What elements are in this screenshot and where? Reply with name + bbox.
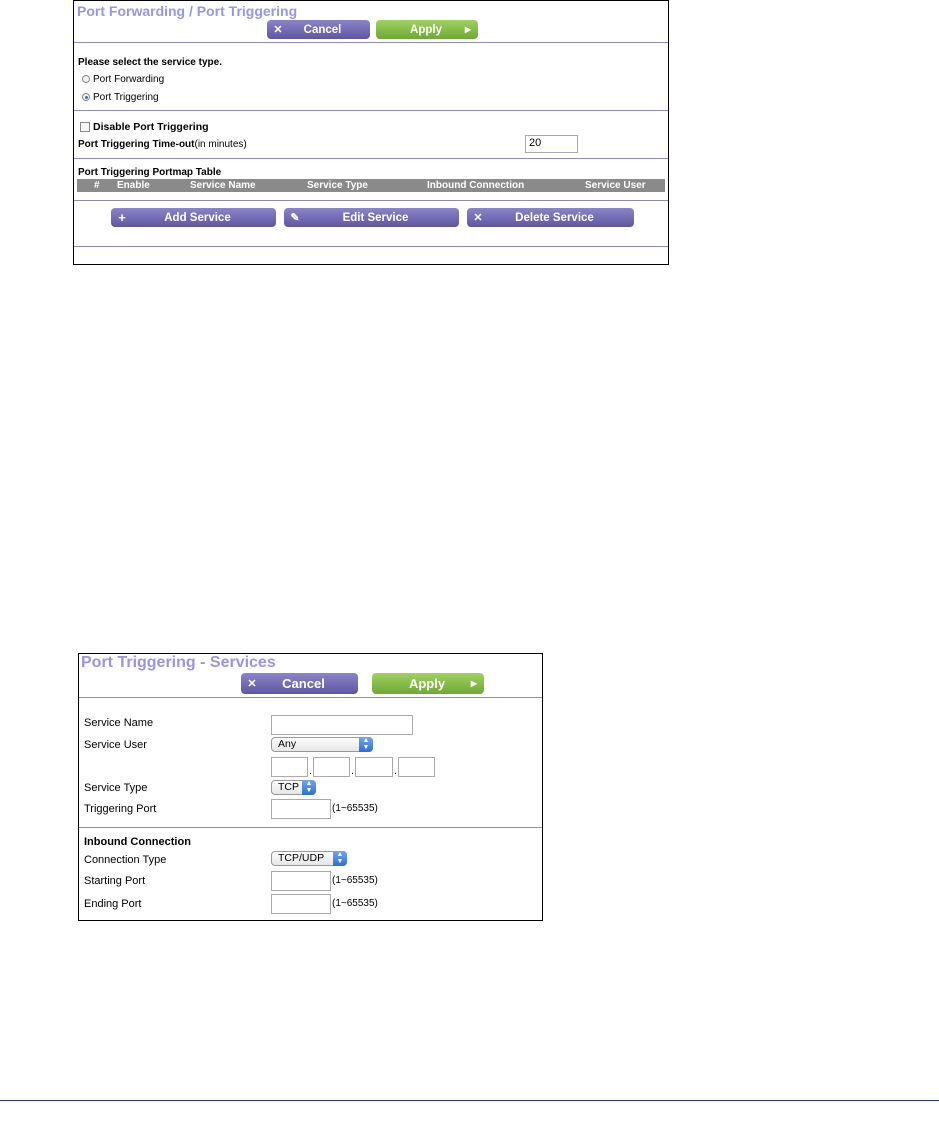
delete-service-button[interactable] xyxy=(467,208,634,227)
divider xyxy=(74,246,668,247)
radio-port-forwarding-label: Port Forwarding xyxy=(93,74,165,85)
service-user-label: Service User xyxy=(84,739,147,751)
close-icon: ✕ xyxy=(473,212,483,224)
column-header-service-user: Service User xyxy=(585,180,646,191)
edit-service-label: Edit Service xyxy=(342,211,409,224)
ip-octet-1-input[interactable] xyxy=(271,757,308,777)
ip-separator: . xyxy=(394,765,398,777)
edit-service-button[interactable] xyxy=(284,208,459,227)
divider xyxy=(79,697,542,698)
apply-button[interactable] xyxy=(372,673,484,694)
divider xyxy=(74,42,668,43)
disable-port-triggering-label: Disable Port Triggering xyxy=(93,121,209,133)
close-icon: ✕ xyxy=(247,678,257,690)
cancel-button-label: Cancel xyxy=(282,676,325,691)
column-header-inbound-connection: Inbound Connection xyxy=(427,180,525,191)
table-header xyxy=(77,179,665,192)
ip-octet-2-input[interactable] xyxy=(313,757,350,777)
cancel-button[interactable] xyxy=(241,673,358,694)
timeout-label-bold: Port Triggering Time-out xyxy=(78,139,195,150)
divider xyxy=(74,110,668,111)
connection-type-value: TCP/UDP xyxy=(278,852,325,864)
column-header-enable: Enable xyxy=(117,180,150,191)
service-type-value: TCP xyxy=(278,781,299,793)
timeout-label-suffix: (in minutes) xyxy=(194,139,247,150)
starting-port-input[interactable] xyxy=(271,871,331,891)
up-down-arrows-icon: ▲ ▼ xyxy=(333,851,347,866)
play-arrow-icon: ▶ xyxy=(470,679,478,688)
plus-icon: + xyxy=(118,210,126,225)
service-type-prompt: Please select the service type. xyxy=(78,57,222,68)
close-icon: ✕ xyxy=(273,24,283,36)
connection-type-label: Connection Type xyxy=(84,854,167,866)
timeout-input[interactable]: 20 xyxy=(525,135,578,153)
triggering-port-range-hint: (1~65535) xyxy=(332,803,378,814)
timeout-label xyxy=(78,139,247,150)
cancel-button-label: Cancel xyxy=(303,23,342,36)
divider xyxy=(74,200,668,201)
cancel-button[interactable] xyxy=(267,20,370,39)
ip-octet-3-input[interactable] xyxy=(355,757,393,777)
delete-service-label: Delete Service xyxy=(515,211,594,224)
page-title: Port Forwarding / Port Triggering xyxy=(77,3,298,19)
starting-port-label: Starting Port xyxy=(84,875,146,887)
starting-port-range-hint: (1~65535) xyxy=(332,875,378,886)
service-user-value: Any xyxy=(278,738,297,750)
divider xyxy=(79,827,542,828)
page-title: Port Triggering - Services xyxy=(81,654,276,671)
column-header-number: # xyxy=(94,180,100,191)
apply-button-label: Apply xyxy=(410,23,442,36)
triggering-port-input[interactable] xyxy=(271,799,331,819)
ending-port-label: Ending Port xyxy=(84,898,142,910)
service-user-select[interactable] xyxy=(271,737,373,752)
radio-port-triggering[interactable] xyxy=(82,93,90,101)
up-down-arrows-icon: ▲ ▼ xyxy=(302,780,316,795)
port-forwarding-triggering-panel xyxy=(73,0,669,265)
ending-port-range-hint: (1~65535) xyxy=(332,898,378,909)
apply-button-label: Apply xyxy=(408,676,446,691)
play-arrow-icon: ▶ xyxy=(464,25,472,34)
connection-type-select[interactable] xyxy=(271,851,347,866)
service-type-label: Service Type xyxy=(84,782,148,794)
radio-port-forwarding[interactable] xyxy=(82,75,90,83)
triggering-port-label: Triggering Port xyxy=(84,803,157,815)
add-service-button[interactable] xyxy=(111,208,276,227)
table-title: Port Triggering Portmap Table xyxy=(78,167,222,178)
service-type-select[interactable] xyxy=(271,780,316,795)
service-name-label: Service Name xyxy=(84,717,154,729)
port-triggering-services-panel xyxy=(78,653,543,921)
pencil-icon: ✎ xyxy=(290,212,300,224)
disable-port-triggering-checkbox[interactable] xyxy=(80,122,90,132)
service-name-input[interactable] xyxy=(271,715,413,735)
add-service-label: Add Service xyxy=(164,211,231,224)
column-header-service-name: Service Name xyxy=(190,180,256,191)
inbound-connection-heading: Inbound Connection xyxy=(84,836,191,848)
radio-port-triggering-label: Port Triggering xyxy=(93,92,159,103)
ip-separator: . xyxy=(309,765,313,777)
footer-rule xyxy=(0,1100,939,1101)
up-down-arrows-icon: ▲ ▼ xyxy=(359,737,373,752)
column-header-service-type: Service Type xyxy=(307,180,368,191)
ending-port-input[interactable] xyxy=(271,894,331,914)
ip-octet-4-input[interactable] xyxy=(398,757,435,777)
ip-separator: . xyxy=(351,765,355,777)
apply-button[interactable] xyxy=(376,20,478,39)
divider xyxy=(74,158,668,159)
